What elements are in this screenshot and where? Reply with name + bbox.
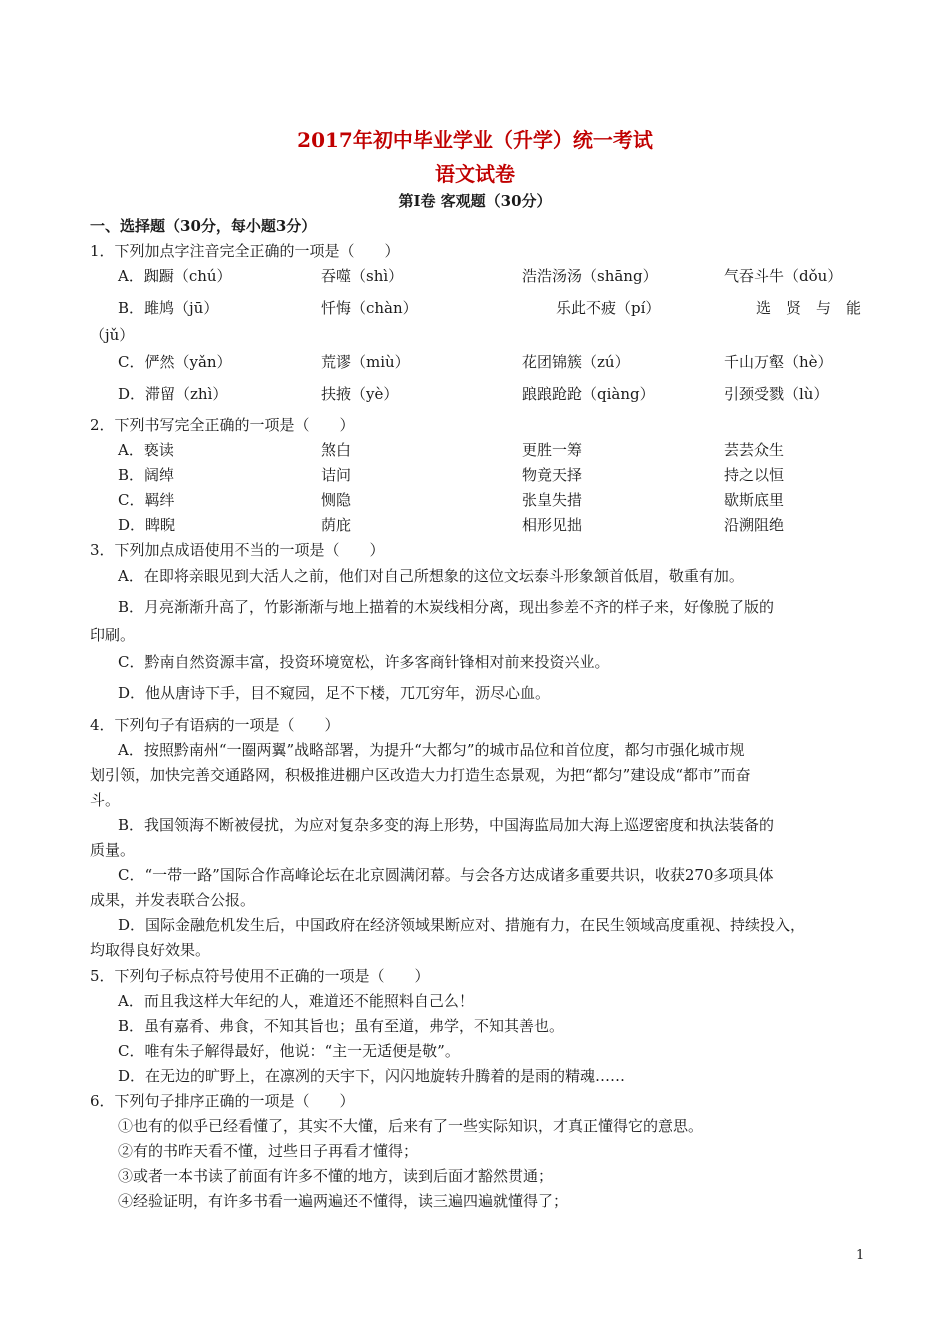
q1-option: 花团锦簇（zú） xyxy=(522,353,630,371)
q2-option: 诘问 xyxy=(321,466,352,484)
q4-option-c-cont: 成果，并发表联合公报。 xyxy=(90,891,256,909)
q2-option: 更胜一筹 xyxy=(522,441,583,459)
q2-option: A．亵读 xyxy=(118,441,174,459)
q2-option: B．阔绰 xyxy=(118,466,175,484)
q5-option-c: C．唯有朱子解得最好，他说：“主一无适便是敬”。 xyxy=(118,1042,460,1060)
q4-option-b-cont: 质量。 xyxy=(90,841,136,859)
q1-option: 气吞斗牛（dǒu） xyxy=(724,267,843,285)
q2-option: 恻隐 xyxy=(321,491,352,509)
q4-option-a-cont: 划引领，加快完善交通路网，积极推进棚户区改造大力打造生态景观，为把“都匀”建设成“都市”而奋 xyxy=(90,766,751,784)
q3-option-b-cont: 印刷。 xyxy=(90,626,136,644)
q6-stem: 6．下列句子排序正确的一项是（ ） xyxy=(90,1092,355,1110)
q5-stem: 5．下列句子标点符号使用不正确的一项是（ ） xyxy=(90,967,430,985)
q5-option-b: B．虽有嘉肴、弗食，不知其旨也；虽有至道，弗学，不知其善也。 xyxy=(118,1017,565,1035)
q1-option: B．雎鸠（jū） xyxy=(118,299,219,317)
q1-option: 吞噬（shì） xyxy=(321,267,404,285)
q1-option: 浩浩汤汤（shāng） xyxy=(522,267,658,285)
q1-option: 踉踉跄跄（qiàng） xyxy=(522,385,655,403)
q1-option: D．滞留（zhì） xyxy=(118,385,228,403)
q1-option: 选 贤 与 能 xyxy=(756,299,862,317)
q1-option: 忏悔（chàn） xyxy=(321,299,418,317)
q4-option-c: C．“一带一路”国际合作高峰论坛在北京圆满闭幕。与会各方达成诸多重要共识，收获270多项具体 xyxy=(118,866,774,884)
q1-option: 荒谬（miù） xyxy=(321,353,410,371)
q4-option-d-cont: 均取得良好效果。 xyxy=(90,941,211,959)
q4-stem: 4．下列句子有语病的一项是（ ） xyxy=(90,716,340,734)
q6-sentence-3: ③或者一本书读了前面有许多不懂的地方，读到后面才豁然贯通； xyxy=(118,1167,554,1185)
q2-option: 张皇失措 xyxy=(522,491,583,509)
q3-stem: 3．下列加点成语使用不当的一项是（ ） xyxy=(90,541,385,559)
q4-option-b: B．我国领海不断被侵扰，为应对复杂多变的海上形势，中国海监局加大海上巡逻密度和执法装备的 xyxy=(118,816,775,834)
q3-option-d: D．他从唐诗下手，目不窥园，足不下楼，兀兀穷年，沥尽心血。 xyxy=(118,684,551,702)
q1-option-continued: （jǔ） xyxy=(90,326,135,344)
q3-option-c: C．黔南自然资源丰富，投资环境宽松，许多客商针锋相对前来投资兴业。 xyxy=(118,653,610,671)
q1-stem: 1．下列加点字注音完全正确的一项是（ ） xyxy=(90,242,400,260)
q5-option-a: A．而且我这样大年纪的人，难道还不能照料自己么！ xyxy=(118,992,474,1010)
q6-sentence-4: ④经验证明，有许多书看一遍两遍还不懂得，读三遍四遍就懂得了； xyxy=(118,1192,569,1210)
q2-stem: 2．下列书写完全正确的一项是（ ） xyxy=(90,416,355,434)
q5-option-d: D．在无边的旷野上，在凛冽的天宇下，闪闪地旋转升腾着的是雨的精魂…… xyxy=(118,1067,626,1085)
part1-heading: 一、选择题（30分，每小题3分） xyxy=(90,217,317,235)
exam-subtitle: 语文试卷 xyxy=(435,162,515,186)
q1-option: A．踟蹰（chú） xyxy=(118,267,232,285)
q1-option: 千山万壑（hè） xyxy=(724,353,833,371)
exam-title: 2017年初中毕业学业（升学）统一考试 xyxy=(297,128,653,152)
q4-option-d: D．国际金融危机发生后，中国政府在经济领域果断应对、措施有力，在民生领域高度重视、持续投入， xyxy=(118,916,806,934)
q1-option: 扶掖（yè） xyxy=(321,385,399,403)
q2-option: 煞白 xyxy=(321,441,352,459)
q2-option: 持之以恒 xyxy=(724,466,785,484)
q6-sentence-1: ①也有的似乎已经看懂了，其实不大懂，后来有了一些实际知识，才真正懂得它的意思。 xyxy=(118,1117,704,1135)
q2-option: 歇斯底里 xyxy=(724,491,785,509)
q2-option: 相形见拙 xyxy=(522,516,583,534)
q2-option: D．睥睨 xyxy=(118,516,176,534)
q1-option: 引颈受戮（lù） xyxy=(724,385,829,403)
q1-option: 乐此不疲（pí） xyxy=(556,299,661,317)
q4-option-a-cont: 斗。 xyxy=(90,791,121,809)
q1-option: C．俨然（yǎn） xyxy=(118,353,232,371)
q2-option: 沿溯阻绝 xyxy=(724,516,785,534)
q3-option-a: A．在即将亲眼见到大活人之前，他们对自己所想象的这位文坛泰斗形象颔首低眉，敬重有加。 xyxy=(118,567,744,585)
q6-sentence-2: ②有的书昨天看不懂，过些日子再看才懂得； xyxy=(118,1142,419,1160)
q2-option: 芸芸众生 xyxy=(724,441,785,459)
q2-option: 荫庇 xyxy=(321,516,352,534)
q2-option: C．羁绊 xyxy=(118,491,175,509)
q2-option: 物竟天择 xyxy=(522,466,583,484)
q3-option-b: B．月亮渐渐升高了，竹影渐渐与地上描着的木炭线相分离，现出参差不齐的样子来，好像脱了版的 xyxy=(118,598,775,616)
section-title: 第Ⅰ卷 客观题（30分） xyxy=(398,192,552,210)
q4-option-a: A．按照黔南州“一圈两翼”战略部署，为提升“大都匀”的城市品位和首位度，都匀市强化城市规 xyxy=(118,741,745,759)
page-number: 1 xyxy=(856,1248,865,1263)
